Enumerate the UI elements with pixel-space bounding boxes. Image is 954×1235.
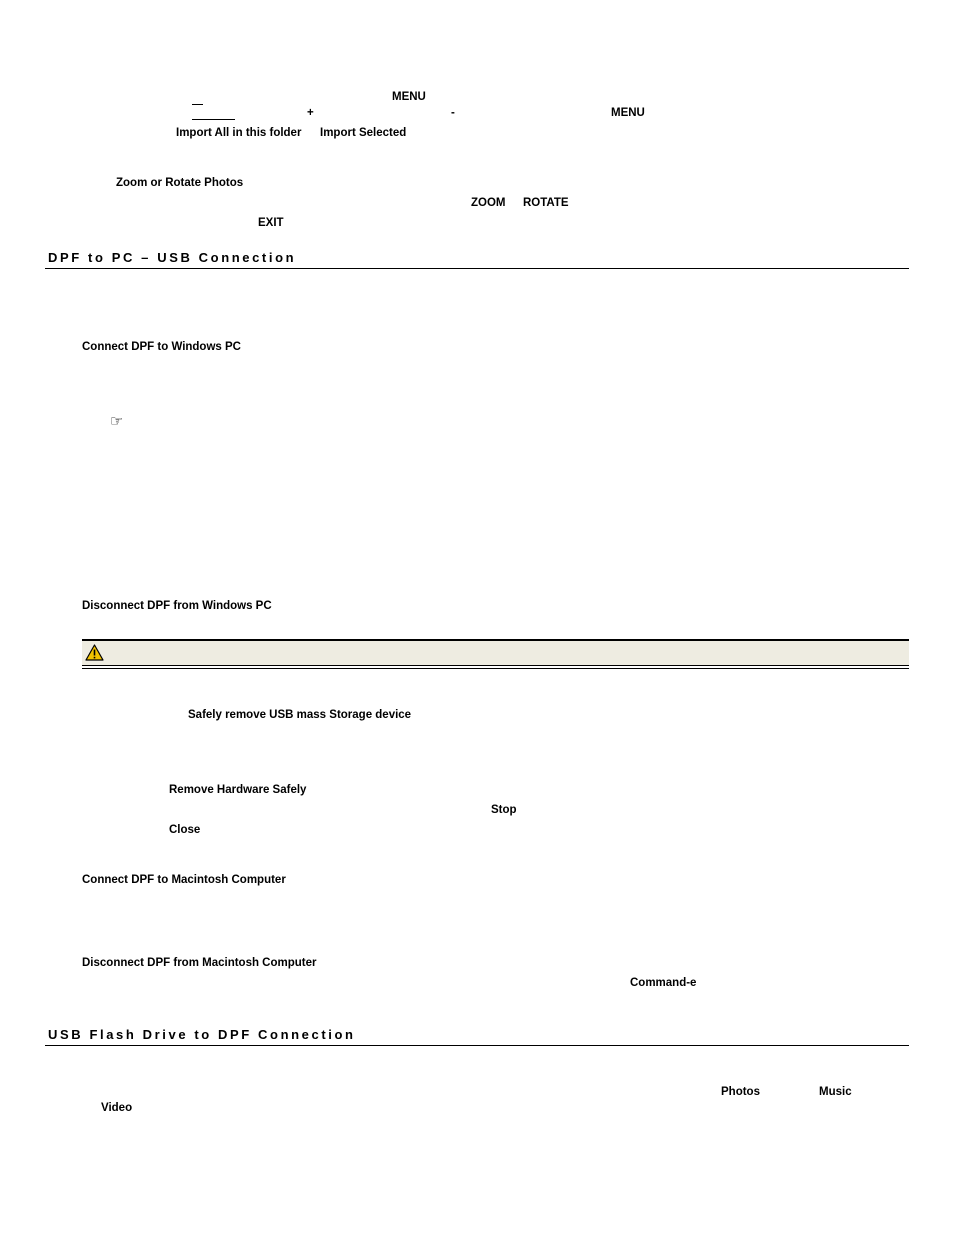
warning-bar [82, 639, 909, 666]
connect-windows-title: Connect DPF to Windows PC [82, 341, 241, 353]
import-selected-label: Import Selected [320, 127, 407, 139]
close-label: Close [169, 824, 201, 836]
zoom-rotate-title: Zoom or Rotate Photos [116, 177, 244, 189]
minus-label: - [451, 107, 455, 119]
section-rule [45, 268, 909, 269]
underline-long [192, 119, 235, 120]
safely-remove-label: Safely remove USB mass Storage device [188, 709, 412, 721]
menu-label: MENU [392, 91, 426, 103]
video-label: Video [101, 1102, 133, 1114]
section-rule-2 [45, 1045, 909, 1046]
disconnect-mac-title: Disconnect DPF from Macintosh Computer [82, 957, 317, 969]
zoom-label: ZOOM [471, 197, 506, 209]
disconnect-windows-title: Disconnect DPF from Windows PC [82, 600, 272, 612]
music-label: Music [819, 1086, 852, 1098]
remove-hardware-label: Remove Hardware Safely [169, 784, 307, 796]
command-e-label: Command-e [630, 977, 697, 989]
exit-label: EXIT [258, 217, 284, 229]
warning-icon [85, 644, 104, 661]
photos-label: Photos [721, 1086, 760, 1098]
menu-label-2: MENU [611, 107, 645, 119]
plus-label: + [307, 107, 314, 119]
pointing-hand-icon: ☞ [110, 412, 124, 430]
rotate-label: ROTATE [523, 197, 569, 209]
underline-short [192, 104, 203, 105]
section-heading-usb-flash: USB Flash Drive to DPF Connection [48, 1027, 356, 1042]
connect-mac-title: Connect DPF to Macintosh Computer [82, 874, 286, 886]
section-heading-dpf-pc: DPF to PC – USB Connection [48, 250, 297, 265]
stop-label: Stop [491, 804, 517, 816]
import-all-label: Import All in this folder [176, 127, 302, 139]
